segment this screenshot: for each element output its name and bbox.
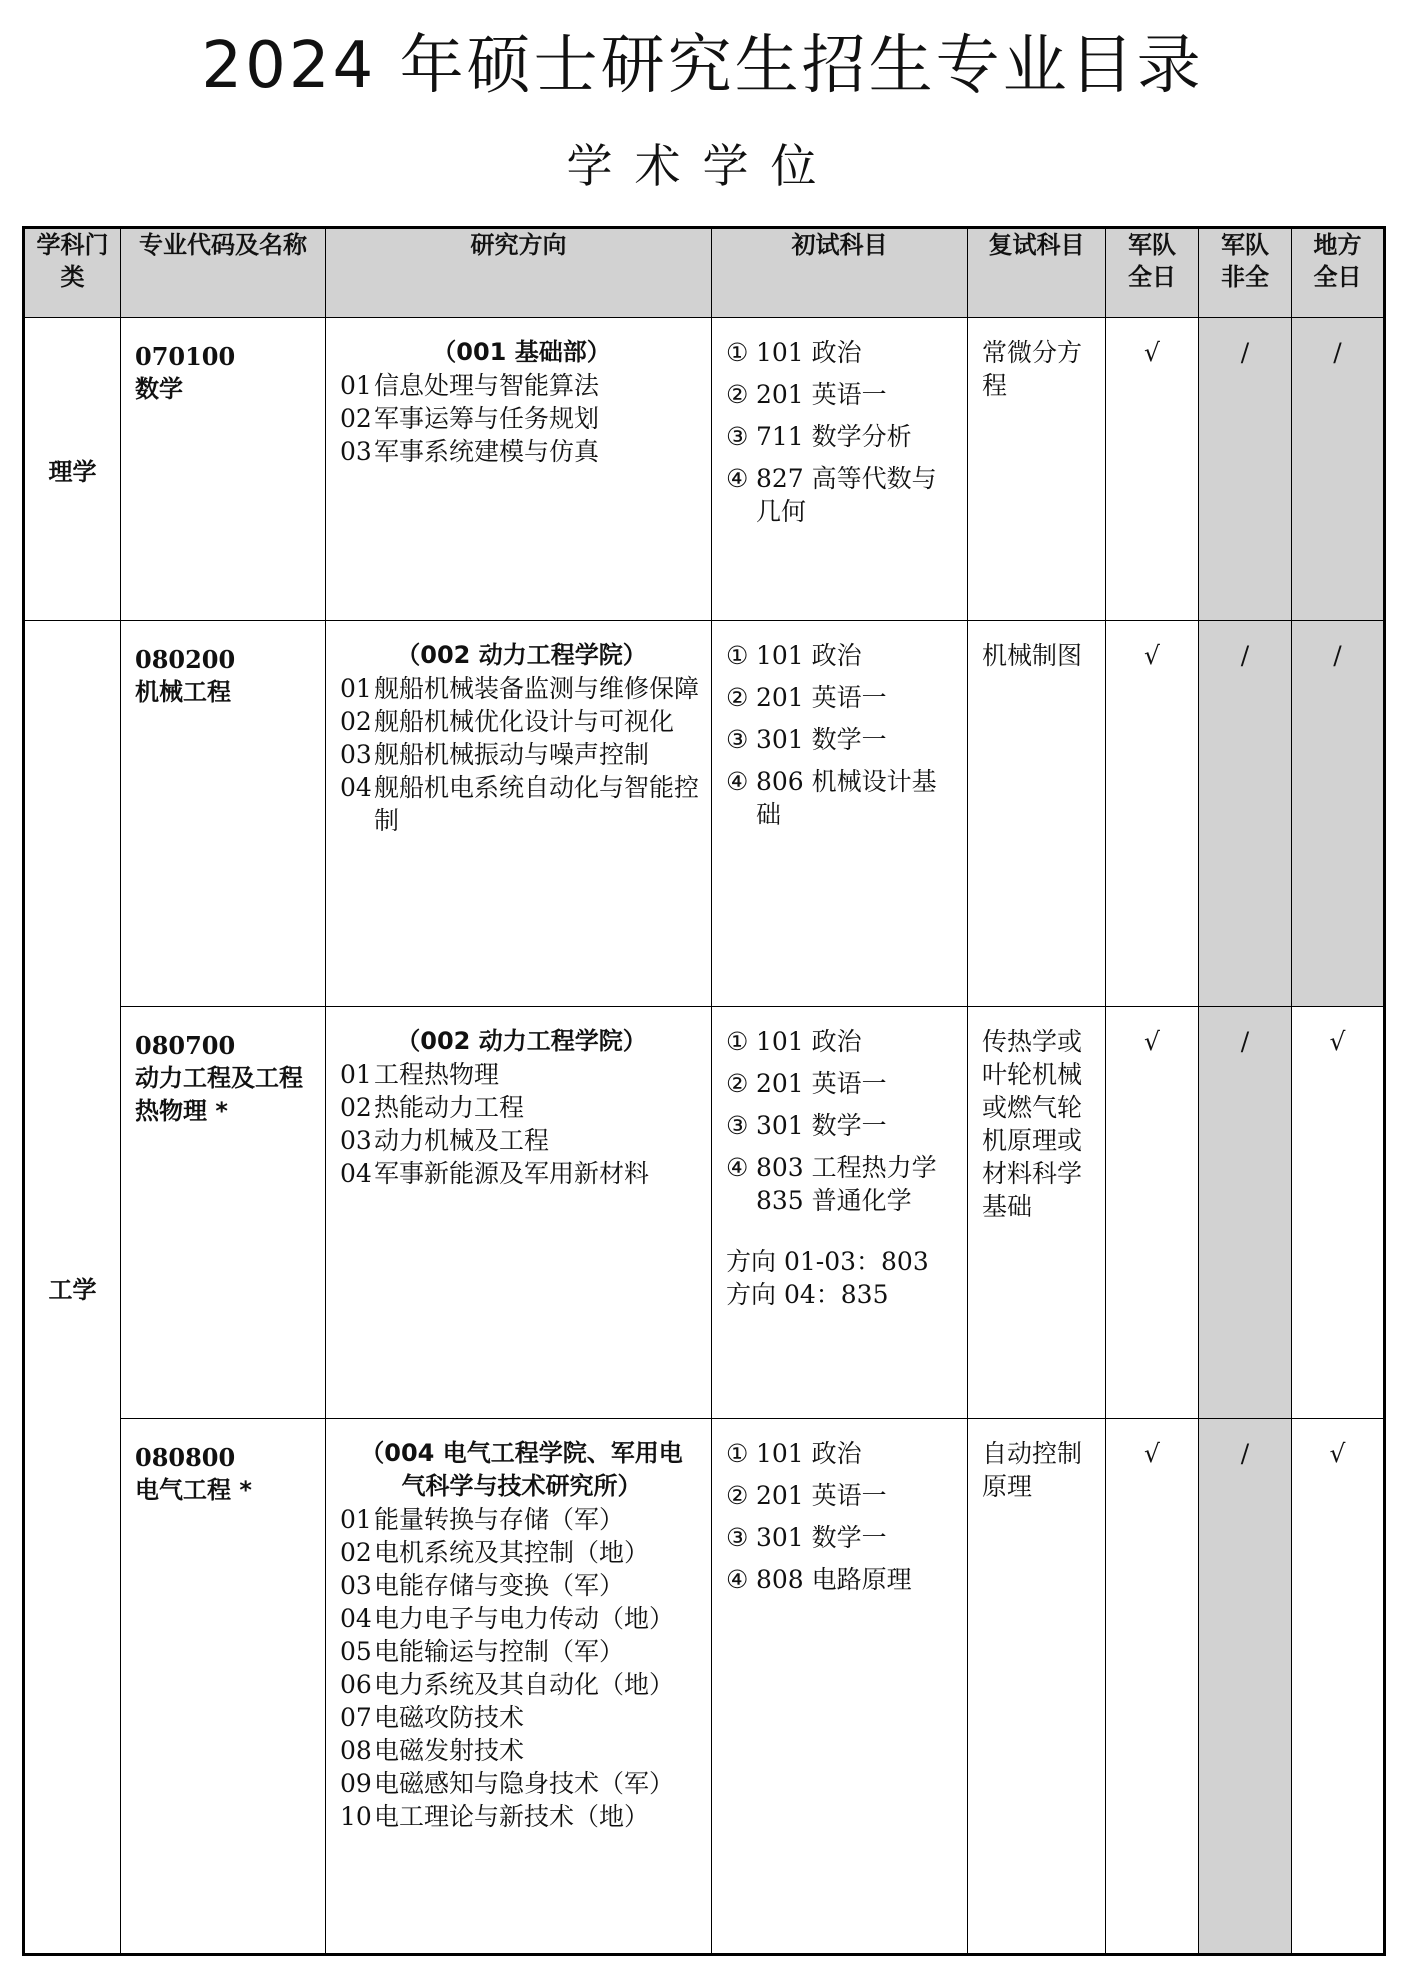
exam-subject-alt: 835 普通化学 [756, 1186, 912, 1215]
major-code: 080200 [135, 645, 236, 674]
department-label: （002 动力工程学院） [396, 641, 647, 669]
header-military-part [1199, 228, 1292, 318]
direction-item: 04 舰船机电系统自动化与智能控制 [340, 773, 700, 835]
retest-cell: 机械制图 [968, 621, 1106, 1007]
header-local-full [1292, 228, 1385, 318]
header-label: 专业代码及名称 [139, 231, 307, 259]
header-label: 军队非全 [1221, 231, 1269, 291]
department-label: （004 电气工程学院、军用电气科学与技术研究所） [360, 1439, 683, 1500]
exam-cell [712, 621, 968, 1007]
major-cell [121, 1419, 326, 1955]
header-label: 学科门类 [36, 231, 109, 291]
header-label: 研究方向 [470, 231, 567, 259]
major-cell [121, 1007, 326, 1419]
direction-cell [326, 318, 712, 621]
major-name: 动力工程及工程热物理 * [135, 1064, 303, 1125]
header-military-full [1106, 228, 1199, 318]
major-name: 数学 [135, 375, 183, 403]
military-full-mark: √ [1106, 1419, 1199, 1955]
direction-item: 04 军事新能源及军用新材料 [340, 1159, 650, 1188]
local-full-mark: √ [1292, 1419, 1385, 1955]
category-cell-engineering: 工学 [24, 621, 121, 1955]
exam-subject: ④ 806 机械设计基础 [726, 767, 937, 829]
header-retest [968, 228, 1106, 318]
exam-subject: ③ 301 数学一 [726, 1111, 887, 1140]
major-cell [121, 318, 326, 621]
table-row [24, 318, 1385, 621]
exam-subject: ① 101 政治 [726, 641, 862, 670]
exam-subject: ④ 827 高等代数与几何 [726, 464, 937, 526]
military-full-mark: √ [1106, 621, 1199, 1007]
exam-subject: ③ 301 数学一 [726, 1523, 887, 1552]
exam-note: 方向 01-03：803 [726, 1247, 929, 1276]
direction-item: 03 电能存储与变换（军） [340, 1571, 625, 1600]
direction-cell [326, 1007, 712, 1419]
direction-item: 02 军事运筹与任务规划 [340, 404, 600, 433]
direction-item: 01 舰船机械装备监测与维修保障 [340, 674, 700, 703]
table-row [24, 621, 1385, 1007]
header-category [24, 228, 121, 318]
exam-subject: ① 101 政治 [726, 1027, 862, 1056]
military-full-mark: √ [1106, 1007, 1199, 1419]
local-full-mark: / [1292, 318, 1385, 621]
exam-cell [712, 318, 968, 621]
table-row [24, 1419, 1385, 1955]
military-full-mark: √ [1106, 318, 1199, 621]
military-part-mark: / [1199, 1419, 1292, 1955]
department-label: （001 基础部） [432, 338, 611, 366]
department-label: （002 动力工程学院） [396, 1027, 647, 1055]
direction-item: 01 能量转换与存储（军） [340, 1505, 625, 1534]
direction-item: 02 电机系统及其控制（地） [340, 1538, 650, 1567]
direction-item: 08 电磁发射技术 [340, 1736, 525, 1765]
retest-cell: 自动控制原理 [968, 1419, 1106, 1955]
direction-item: 04 电力电子与电力传动（地） [340, 1604, 675, 1633]
local-full-mark: / [1292, 621, 1385, 1007]
page-title: 2024 年硕士研究生招生专业目录 [201, 29, 1204, 103]
header-label: 初试科目 [791, 231, 888, 259]
military-part-mark: / [1199, 621, 1292, 1007]
direction-item: 03 军事系统建模与仿真 [340, 437, 600, 466]
header-direction [326, 228, 712, 318]
direction-item: 02 热能动力工程 [340, 1093, 525, 1122]
table-row [24, 1007, 1385, 1419]
direction-item: 01 信息处理与智能算法 [340, 371, 600, 400]
retest-cell: 常微分方程 [968, 318, 1106, 621]
exam-subject: ② 201 英语一 [726, 1069, 887, 1098]
direction-item: 01 工程热物理 [340, 1060, 500, 1089]
major-code: 070100 [135, 342, 236, 371]
exam-cell [712, 1007, 968, 1419]
header-label: 复试科目 [988, 231, 1085, 259]
table-header-row [24, 228, 1385, 318]
direction-item: 06 电力系统及其自动化（地） [340, 1670, 675, 1699]
retest-cell: 传热学或叶轮机械或燃气轮机原理或材料科学基础 [968, 1007, 1106, 1419]
exam-subject: ① 101 政治 [726, 1439, 862, 1468]
exam-subject: ② 201 英语一 [726, 380, 887, 409]
local-full-mark: √ [1292, 1007, 1385, 1419]
direction-item: 03 动力机械及工程 [340, 1126, 550, 1155]
exam-subject: ③ 301 数学一 [726, 725, 887, 754]
military-part-mark: / [1199, 318, 1292, 621]
category-cell-science: 理学 [24, 318, 121, 621]
major-cell [121, 621, 326, 1007]
exam-note: 方向 04：835 [726, 1280, 889, 1309]
direction-cell [326, 621, 712, 1007]
military-part-mark: / [1199, 1007, 1292, 1419]
exam-cell [712, 1419, 968, 1955]
exam-subject: ② 201 英语一 [726, 683, 887, 712]
program-catalog-table [22, 226, 1386, 1956]
major-name: 机械工程 [135, 678, 231, 706]
major-code: 080800 [135, 1443, 236, 1472]
major-code: 080700 [135, 1031, 236, 1060]
exam-subject: ① 101 政治 [726, 338, 862, 367]
header-label: 地方全日 [1313, 231, 1362, 291]
exam-subject: ③ 711 数学分析 [726, 422, 912, 451]
direction-item: 02 舰船机械优化设计与可视化 [340, 707, 675, 736]
direction-item: 07 电磁攻防技术 [340, 1703, 525, 1732]
direction-item: 10 电工理论与新技术（地） [340, 1802, 650, 1831]
header-label: 军队全日 [1128, 231, 1176, 291]
major-name: 电气工程 * [135, 1476, 252, 1504]
header-major [121, 228, 326, 318]
exam-subject: ④ 803 工程热力学 [726, 1153, 937, 1182]
header-exam [712, 228, 968, 318]
exam-subject: ④ 808 电路原理 [726, 1565, 912, 1594]
direction-item: 05 电能输运与控制（军） [340, 1637, 625, 1666]
exam-subject: ② 201 英语一 [726, 1481, 887, 1510]
direction-item: 03 舰船机械振动与噪声控制 [340, 740, 650, 769]
page-subtitle: 学术学位 [566, 139, 839, 193]
direction-item: 09 电磁感知与隐身技术（军） [340, 1769, 675, 1798]
direction-cell [326, 1419, 712, 1955]
